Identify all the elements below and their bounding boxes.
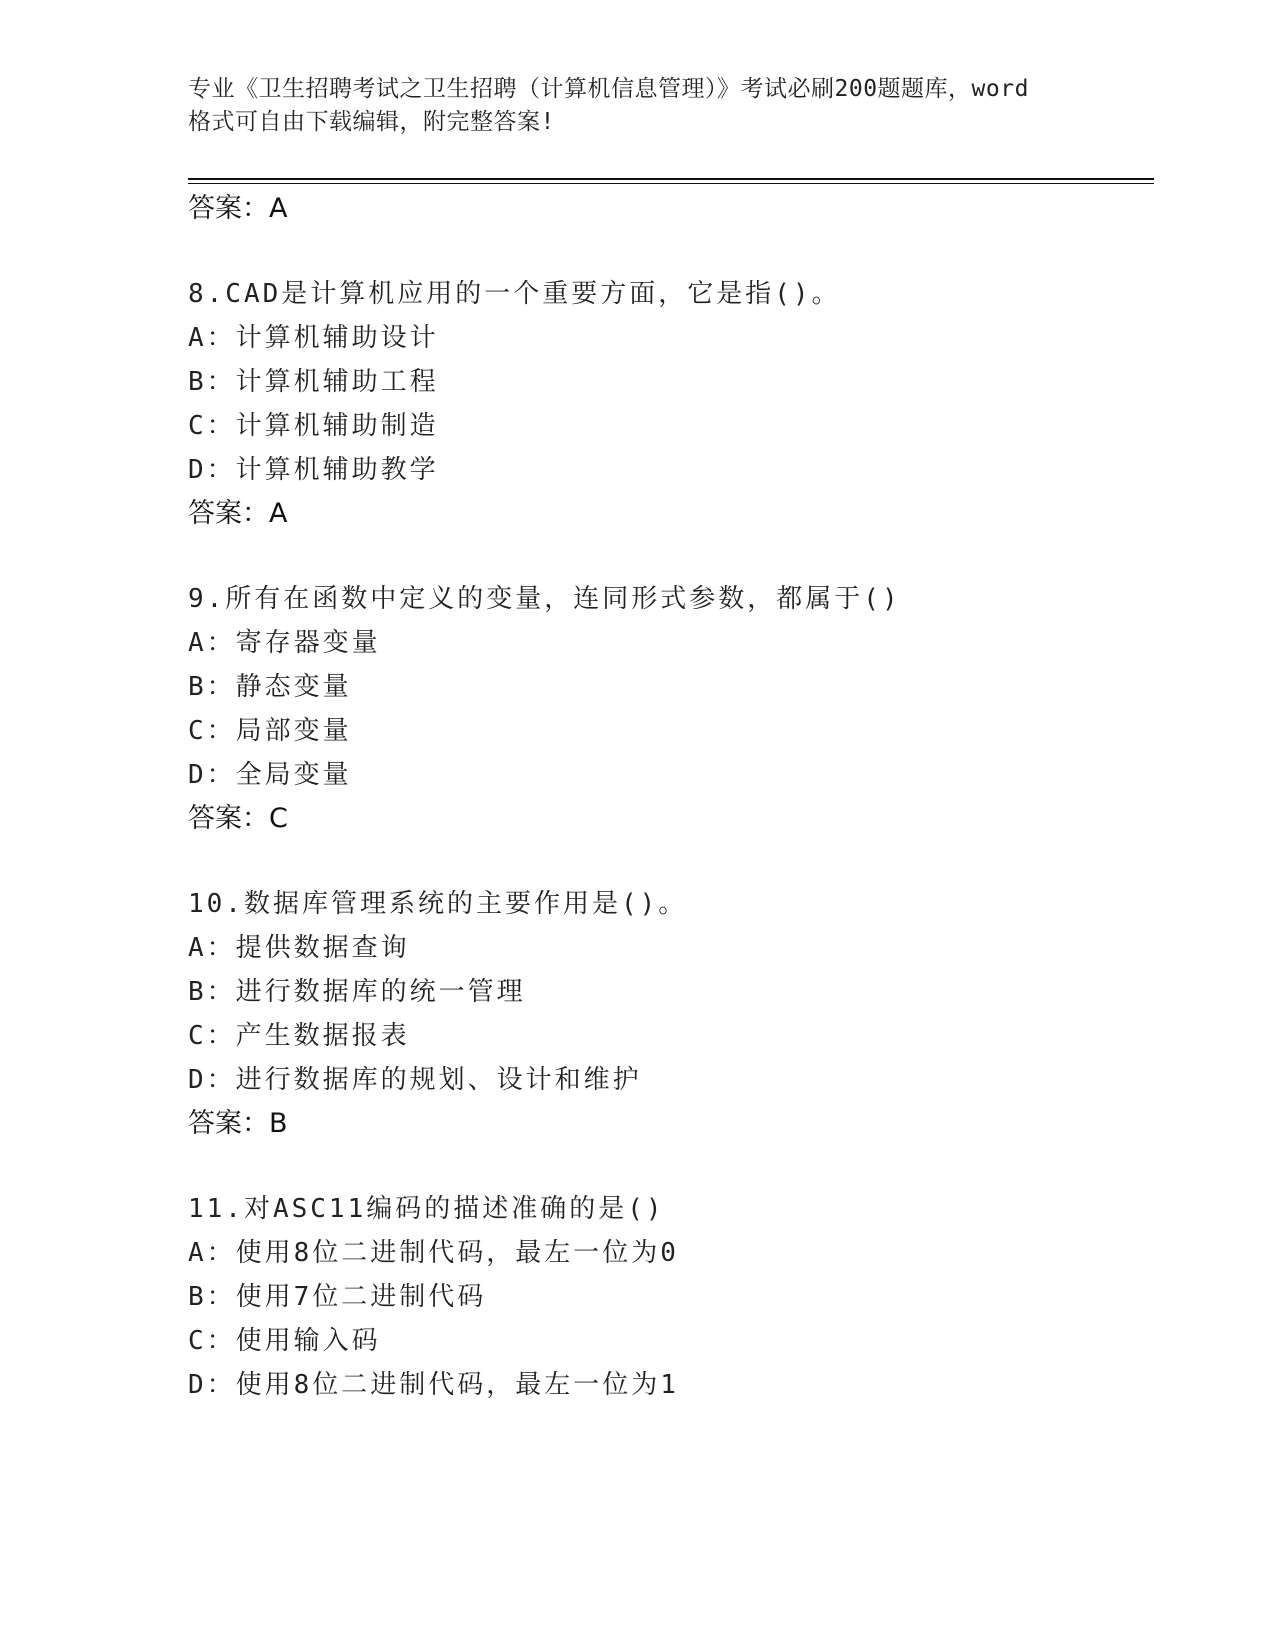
question-10-option-c: C：产生数据报表 — [188, 1021, 410, 1051]
question-11-stem: 11.对ASC11编码的描述准确的是() — [188, 1194, 665, 1224]
document-header — [188, 73, 1088, 139]
question-10-option-b: B：进行数据库的统一管理 — [188, 977, 526, 1007]
question-8-option-a: A：计算机辅助设计 — [188, 323, 439, 353]
answer-q7: 答案：A — [188, 193, 288, 224]
answer-q9: 答案：C — [188, 803, 288, 834]
question-10-option-a: A：提供数据查询 — [188, 933, 410, 963]
answer-q10: 答案：B — [188, 1108, 288, 1139]
header-line-2: 格式可自由下载编辑，附完整答案! — [188, 109, 555, 135]
question-8-option-b: B：计算机辅助工程 — [188, 367, 439, 397]
question-9-option-b: B：静态变量 — [188, 672, 352, 702]
question-9-stem: 9.所有在函数中定义的变量，连同形式参数，都属于() — [188, 584, 901, 614]
question-8-stem: 8.CAD是计算机应用的一个重要方面，它是指()。 — [188, 279, 841, 309]
question-8-option-c: C：计算机辅助制造 — [188, 411, 439, 441]
question-8-option-d: D：计算机辅助教学 — [188, 455, 439, 485]
answer-q8: 答案：A — [188, 498, 288, 529]
question-11-option-b: B：使用7位二进制代码 — [188, 1282, 487, 1312]
header-line-1: 专业《卫生招聘考试之卫生招聘（计算机信息管理）》考试必刷200题题库，word — [188, 76, 1029, 102]
question-9-option-a: A：寄存器变量 — [188, 628, 381, 658]
header-rule-thin — [188, 183, 1154, 184]
question-10-stem: 10.数据库管理系统的主要作用是()。 — [188, 889, 688, 919]
question-9-option-d: D：全局变量 — [188, 760, 352, 790]
question-11-option-c: C：使用输入码 — [188, 1326, 381, 1356]
header-rule-thick — [188, 178, 1154, 180]
question-11-option-a: A：使用8位二进制代码，最左一位为0 — [188, 1238, 679, 1268]
question-10-option-d: D：进行数据库的规划、设计和维护 — [188, 1065, 642, 1095]
question-11-option-d: D：使用8位二进制代码，最左一位为1 — [188, 1370, 679, 1400]
question-9-option-c: C：局部变量 — [188, 716, 352, 746]
